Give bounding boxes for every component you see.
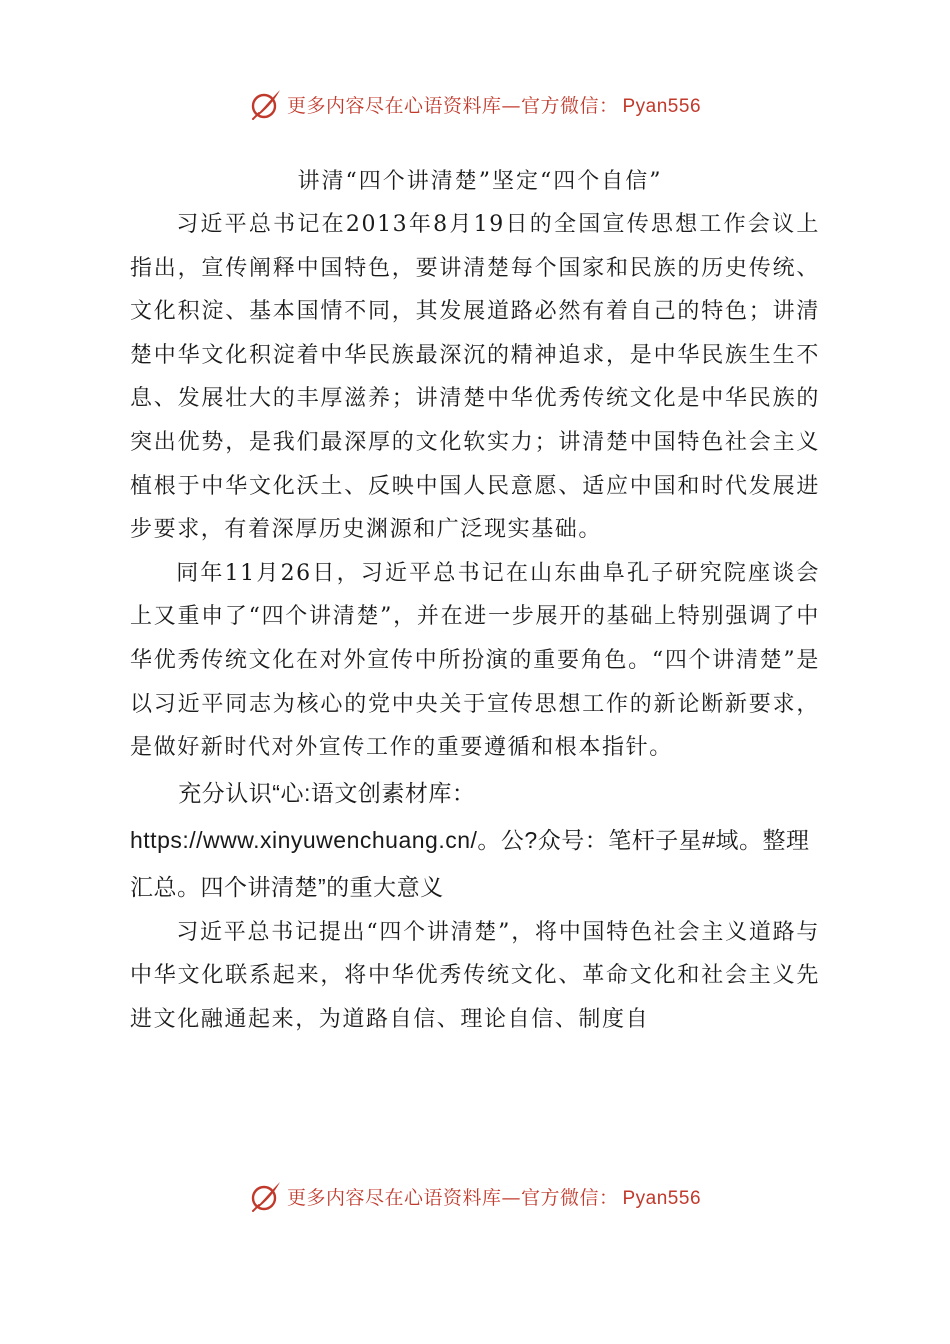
document-title: 讲清“四个讲清楚”坚定“四个自信” xyxy=(297,169,663,194)
header-banner-text xyxy=(287,91,701,118)
footer-banner xyxy=(0,1176,950,1216)
quill-pen-icon xyxy=(249,1179,283,1213)
footer-banner-text xyxy=(287,1183,701,1210)
quill-pen-icon xyxy=(249,87,283,121)
footer-wechat-id: Pyan556 xyxy=(622,1187,702,1209)
header-banner-label: 更多内容尽在心语资料库—官方微信： xyxy=(286,94,619,117)
paragraph-3: 充分认识“心:语文创素材库：https://www.xinyuwenchuang.cn/。公?众号：笔杆子星#域。整理汇总。四个讲清楚”的重大意义 xyxy=(130,779,810,900)
paragraph-1: 习近平总书记在2013年8月19日的全国宣传思想工作会议上指出，宣传阐释中国特色，要讲清楚每个国家和民族的历史传统、文化积淀、基本国情不同，其发展道路必然有着自己的特色；讲清楚中华文化积淀着中华民族最深沉的精神追求，是中华民族生生不息、发展壮大的丰厚滋养；讲清楚中华优秀传统文化是中华民族的突出优势，是我们最深厚的文化软实力；讲清楚中国特色社会主义植根于中华文化沃土、反映中国人民意愿、适应中国和时代发展进步要求，有着深厚历史渊源和广泛现实基础。 xyxy=(130,212,820,543)
paragraph-4: 习近平总书记提出“四个讲清楚”，将中国特色社会主义道路与中华文化联系起来，将中华优秀传统文化、革命文化和社会主义先进文化融通起来，为道路自信、理论自信、制度自 xyxy=(130,919,820,1032)
paragraph-2: 同年11月26日，习近平总书记在山东曲阜孔子研究院座谈会上又重申了“四个讲清楚”，并在进一步展开的基础上特别强调了中华优秀传统文化在对外宣传中所扮演的重要角色。“四个讲清楚”是以习近平同志为核心的党中央关于宣传思想工作的新论断新要求，是做好新时代对外宣传工作的重要遵循和根本指针。 xyxy=(130,560,820,761)
document-body xyxy=(130,160,820,1042)
header-banner xyxy=(0,84,950,124)
footer-banner-label: 更多内容尽在心语资料库—官方微信： xyxy=(286,1186,619,1209)
header-wechat-id: Pyan556 xyxy=(622,95,702,117)
